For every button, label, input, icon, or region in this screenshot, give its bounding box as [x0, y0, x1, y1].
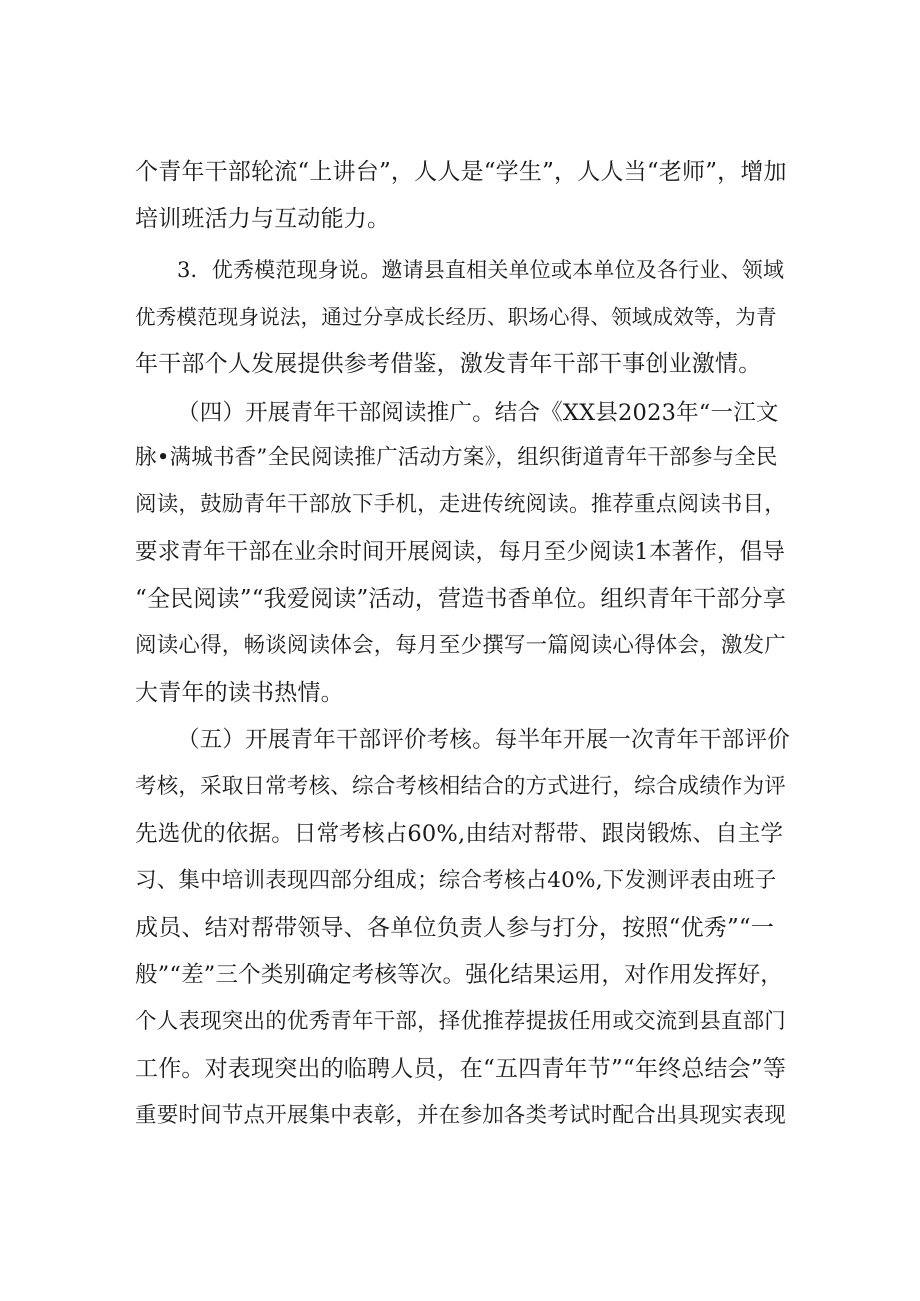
- text-line: 个人表现突出的优秀青年干部，择优推荐提拔任用或交流到县直部门: [135, 1009, 787, 1034]
- text-line: 工作。对表现突出的临聘人员，在“五四青年节”“年终总结会”等: [135, 1056, 787, 1082]
- text-line: 培训班活力与互动能力。: [135, 206, 391, 232]
- text-line: 个青年干部轮流“上讲台”，人人是“学生”，人人当“老师”，增加: [135, 159, 787, 185]
- text-line: （四）开展青年干部阅读推广。结合《XX县2023年“一江文: [177, 400, 779, 426]
- text-line: 大青年的读书热情。: [135, 680, 344, 706]
- text-line: 年干部个人发展提供参考借鉴，激发青年干部干事创业激情。: [135, 351, 762, 377]
- text-line: 阅读，鼓励青年干部放下手机，走进传统阅读。推荐重点阅读书目，: [135, 492, 787, 517]
- text-line: （五）开展青年干部评价考核。每半年开展一次青年干部评价: [177, 727, 790, 753]
- text-line: 成员、结对帮带领导、各单位负责人参与打分，按照“优秀”“一: [135, 915, 775, 941]
- text-line: 脉•满城书香”全民阅读推广活动方案》，组织街道青年干部参与全民: [135, 445, 778, 470]
- text-line: “全民阅读”“我爱阅读”活动，营造书香单位。组织青年干部分享: [135, 586, 787, 612]
- text-line: 阅读心得，畅谈阅读体会，每月至少撰写一篇阅读心得体会，激发广: [135, 633, 787, 658]
- text-line: 考核，采取日常考核、综合考核相结合的方式进行，综合成绩作为评: [135, 774, 787, 799]
- text-line: 先选优的依据。日常考核占60%,由结对帮带、跟岗锻炼、自主学: [135, 821, 784, 847]
- text-line: 要求青年干部在业余时间开展阅读，每月至少阅读1本著作，倡导: [135, 539, 786, 565]
- text-line: 重要时间节点开展集中表彰，并在参加各类考试时配合出具现实表现: [135, 1103, 787, 1128]
- text-line: 习、集中培训表现四部分组成；综合考核占40%,下发测评表由班子: [135, 868, 777, 893]
- text-line: 优秀模范现身说法，通过分享成长经历、职场心得、领域成效等，为青: [135, 305, 777, 329]
- text-line: 般”“差”三个类别确定考核等次。强化结果运用，对作用发挥好，: [135, 962, 784, 988]
- text-line: 3．优秀模范现身说。邀请县直相关单位或本单位及各行业、领域: [177, 258, 785, 282]
